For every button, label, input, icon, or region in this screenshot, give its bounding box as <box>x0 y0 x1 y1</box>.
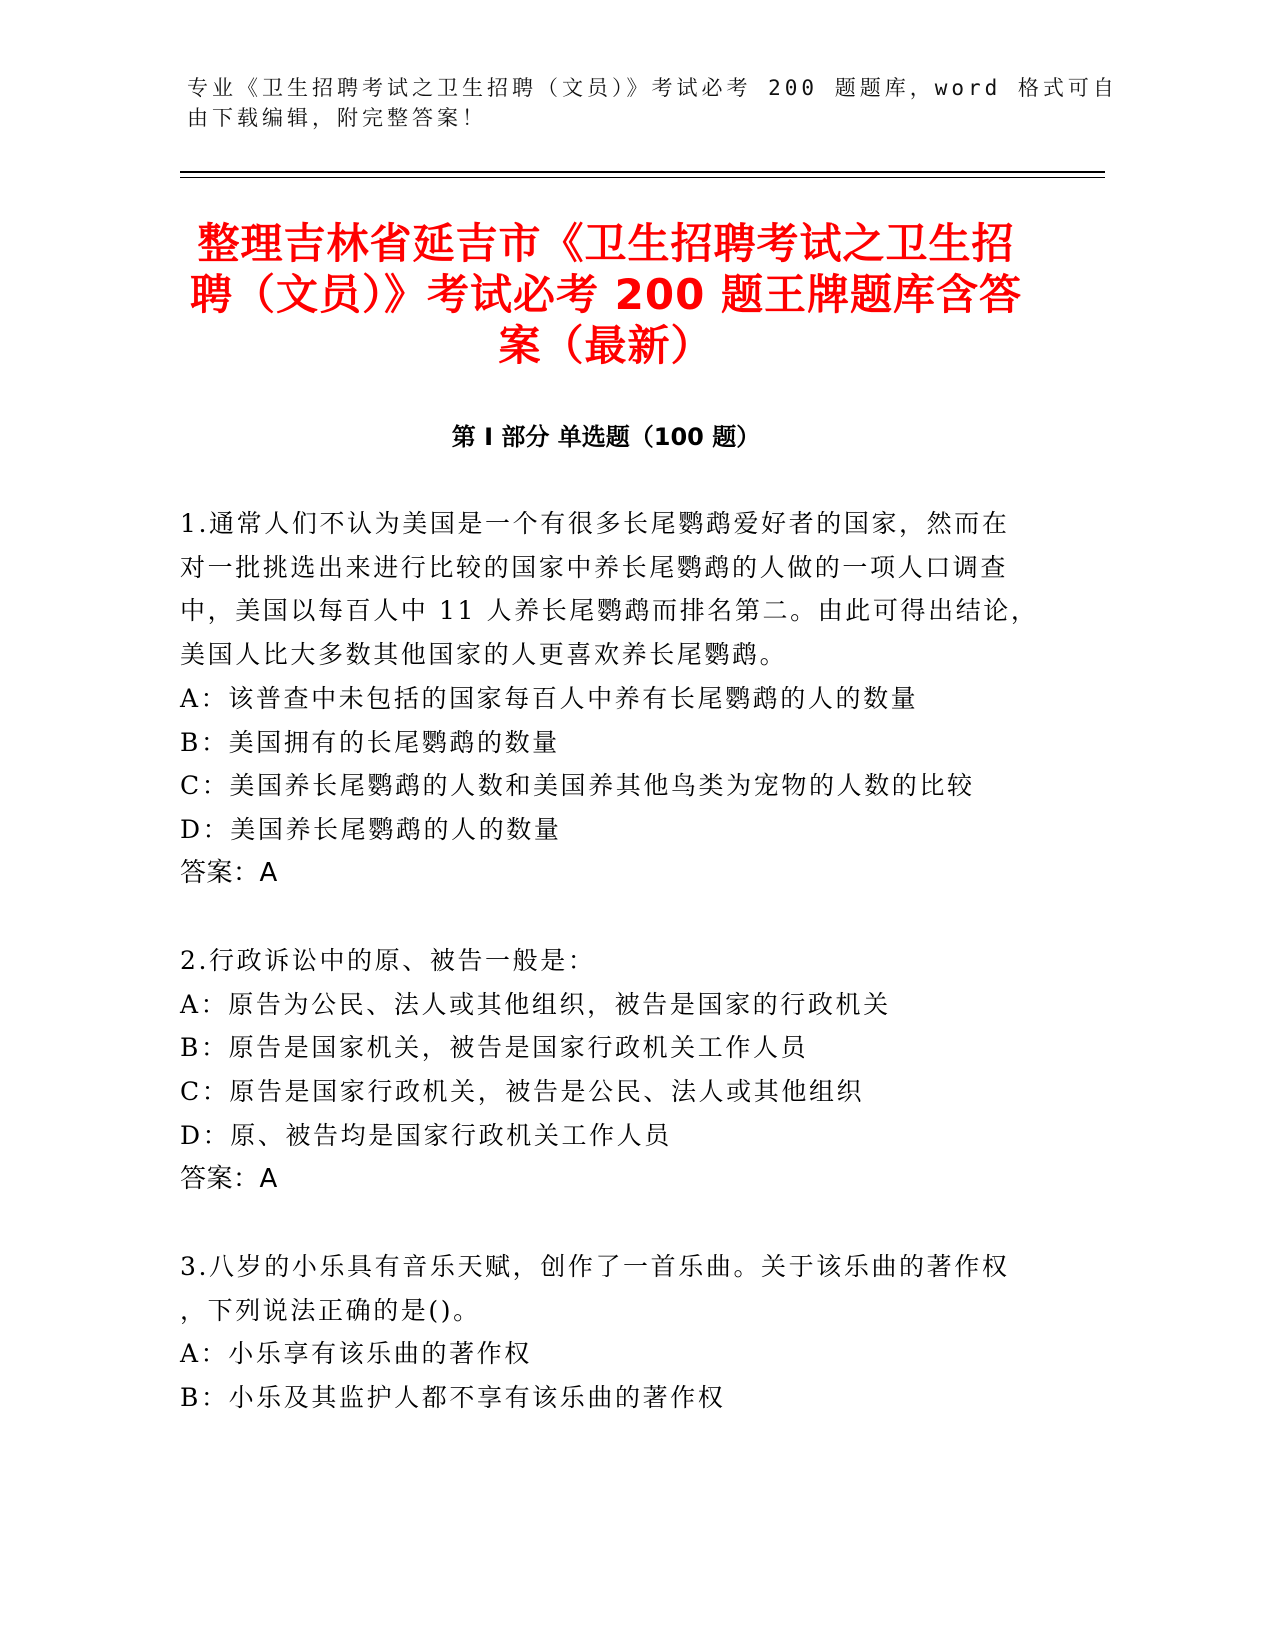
answer-value: A <box>259 857 278 888</box>
option-d <box>180 808 1080 852</box>
question-stem-line: 美国人比大多数其他国家的人更喜欢养长尾鹦鹉。 <box>180 640 788 670</box>
option-c <box>180 1070 1080 1114</box>
header-line: 由下载编辑，附完整答案！ <box>187 106 487 130</box>
document-title <box>180 218 1032 371</box>
option-d <box>180 1114 1080 1158</box>
option-label: B： <box>180 727 229 757</box>
answer <box>180 852 1080 896</box>
option-b <box>180 721 1080 765</box>
option-label: B： <box>180 1383 229 1413</box>
option-text: 小乐及其监护人都不享有该乐曲的著作权 <box>228 1383 726 1413</box>
title-line: 整理吉林省延吉市《卫生招聘考试之卫生招 <box>197 219 1015 268</box>
question-list <box>180 502 1080 1463</box>
option-label: A： <box>180 1339 229 1369</box>
option-label: D： <box>180 814 231 844</box>
question-1 <box>180 502 1080 895</box>
option-text: 美国拥有的长尾鹦鹉的数量 <box>228 727 560 757</box>
answer-label: 答案： <box>180 857 260 888</box>
header-divider <box>180 171 1105 178</box>
option-text: 小乐享有该乐曲的著作权 <box>228 1339 532 1369</box>
option-text: 美国养长尾鹦鹉的人数和美国养其他鸟类为宠物的人数的比较 <box>229 771 975 801</box>
option-label: C： <box>180 1077 230 1107</box>
option-label: C： <box>180 771 230 801</box>
option-text: 原告为公民、法人或其他组织，被告是国家的行政机关 <box>228 989 891 1019</box>
answer <box>180 1158 1080 1202</box>
answer-label: 答案： <box>180 1163 260 1194</box>
page-header-note <box>187 73 1118 133</box>
option-text: 美国养长尾鹦鹉的人的数量 <box>230 814 562 844</box>
question-3 <box>180 1245 1080 1420</box>
option-b <box>180 1376 1080 1420</box>
option-text: 原、被告均是国家行政机关工作人员 <box>230 1120 672 1150</box>
option-a <box>180 983 1080 1027</box>
header-line: 专业《卫生招聘考试之卫生招聘（文员）》考试必考 200 题题库，word 格式可自 <box>187 76 1118 100</box>
option-label: D： <box>180 1120 231 1150</box>
option-text: 该普查中未包括的国家每百人中养有长尾鹦鹉的人的数量 <box>228 683 919 713</box>
question-stem-line: 对一批挑选出来进行比较的国家中养长尾鹦鹉的人做的一项人口调查 <box>180 552 1009 582</box>
option-label: A： <box>180 683 229 713</box>
option-b <box>180 1026 1080 1070</box>
option-text: 原告是国家行政机关，被告是公民、法人或其他组织 <box>229 1077 865 1107</box>
option-a <box>180 1332 1080 1376</box>
question-stem-line: 3.八岁的小乐具有音乐天赋，创作了一首乐曲。关于该乐曲的著作权 <box>180 1251 1010 1281</box>
question-stem-line: ，下列说法正确的是()。 <box>180 1295 481 1325</box>
title-line: 聘（文员）》考试必考 200 题王牌题库含答 <box>190 270 1022 319</box>
title-line: 案（最新） <box>498 321 714 370</box>
option-text: 原告是国家机关，被告是国家行政机关工作人员 <box>228 1033 809 1063</box>
question-stem-line: 1.通常人们不认为美国是一个有很多长尾鹦鹉爱好者的国家，然而在 <box>180 509 1010 538</box>
option-c <box>180 764 1080 808</box>
option-a <box>180 677 1080 721</box>
option-label: B： <box>180 1033 229 1063</box>
question-stem-line: 中，美国以每百人中 11 人养长尾鹦鹉而排名第二。由此可得出结论， <box>180 596 1039 626</box>
section-heading: 第 I 部分 单选题（100 题） <box>451 423 761 451</box>
question-stem-line: 2.行政诉讼中的原、被告一般是： <box>180 946 596 976</box>
question-2 <box>180 939 1080 1201</box>
answer-value: A <box>259 1163 278 1194</box>
option-label: A： <box>180 989 229 1019</box>
